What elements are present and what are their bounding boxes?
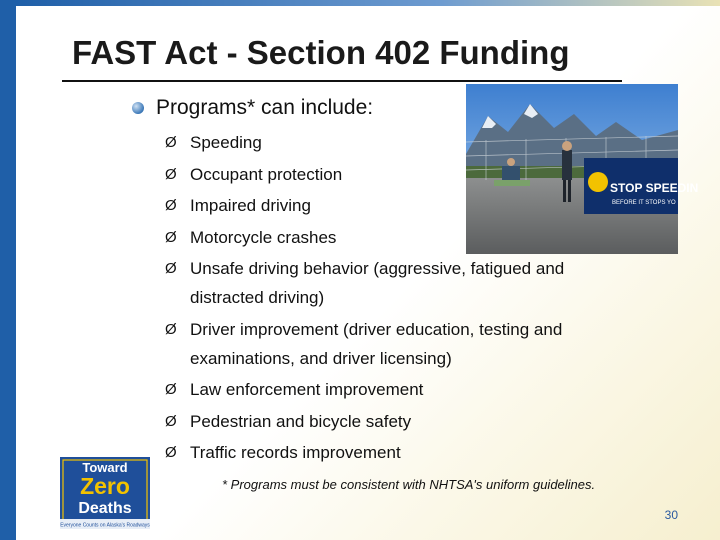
footnote: * Programs must be consistent with NHTSA's uniform guidelines. [222, 477, 596, 492]
arrow-bullet-icon: Ø [165, 260, 177, 277]
slide-title: FAST Act - Section 402 Funding [72, 34, 570, 71]
banner-text-main: STOP SPEEDIN [610, 181, 699, 195]
arrow-bullet-icon: Ø [165, 381, 177, 398]
logo-line-zero: Zero [80, 473, 130, 499]
list-item-text: Driver improvement (driver education, testing and examinations, and driver licensing) [190, 319, 563, 368]
list-item [165, 254, 635, 312]
page-number: 30 [664, 508, 678, 522]
list-item [165, 438, 635, 467]
arrow-bullet-icon: Ø [165, 228, 177, 246]
logo-line-toward: Toward [82, 460, 128, 475]
round-bullet-icon [132, 102, 144, 114]
title-underline [62, 80, 622, 82]
list-item-text: Occupant protection [190, 164, 343, 184]
list-item-text: Unsafe driving behavior (aggressive, fatigued and distracted driving) [190, 259, 565, 307]
list-item-text: Speeding [190, 133, 262, 152]
left-accent-bar [0, 0, 16, 540]
toward-zero-deaths-logo [60, 457, 150, 529]
list-item-text: Motorcycle crashes [190, 227, 337, 247]
arrow-bullet-icon: Ø [165, 444, 177, 461]
list-item [165, 375, 635, 404]
lead-text: Programs* can include: [156, 96, 374, 119]
list-item-text: Traffic records improvement [190, 443, 401, 462]
arrow-bullet-icon: Ø [165, 412, 177, 430]
photo-illustration [466, 84, 699, 254]
arrow-bullet-icon: Ø [165, 165, 177, 183]
list-item-text: Pedestrian and bicycle safety [190, 411, 412, 431]
tzd-logo-graphic [60, 457, 150, 529]
list-item-text: Law enforcement improvement [190, 380, 424, 399]
logo-tagline: Everyone Counts on Alaska's Roadways [60, 522, 150, 529]
list-item-text: Impaired driving [190, 196, 311, 215]
lead-bullet [132, 96, 373, 120]
arrow-bullet-icon: Ø [165, 134, 177, 151]
top-accent-rule [16, 0, 720, 6]
logo-line-deaths: Deaths [78, 500, 132, 517]
arrow-bullet-icon: Ø [165, 320, 177, 338]
list-item [165, 315, 635, 373]
banner-text-sub: BEFORE IT STOPS YO [612, 200, 676, 206]
arrow-bullet-icon: Ø [165, 197, 177, 214]
list-item [165, 407, 635, 436]
speeding-event-photo [466, 84, 699, 254]
